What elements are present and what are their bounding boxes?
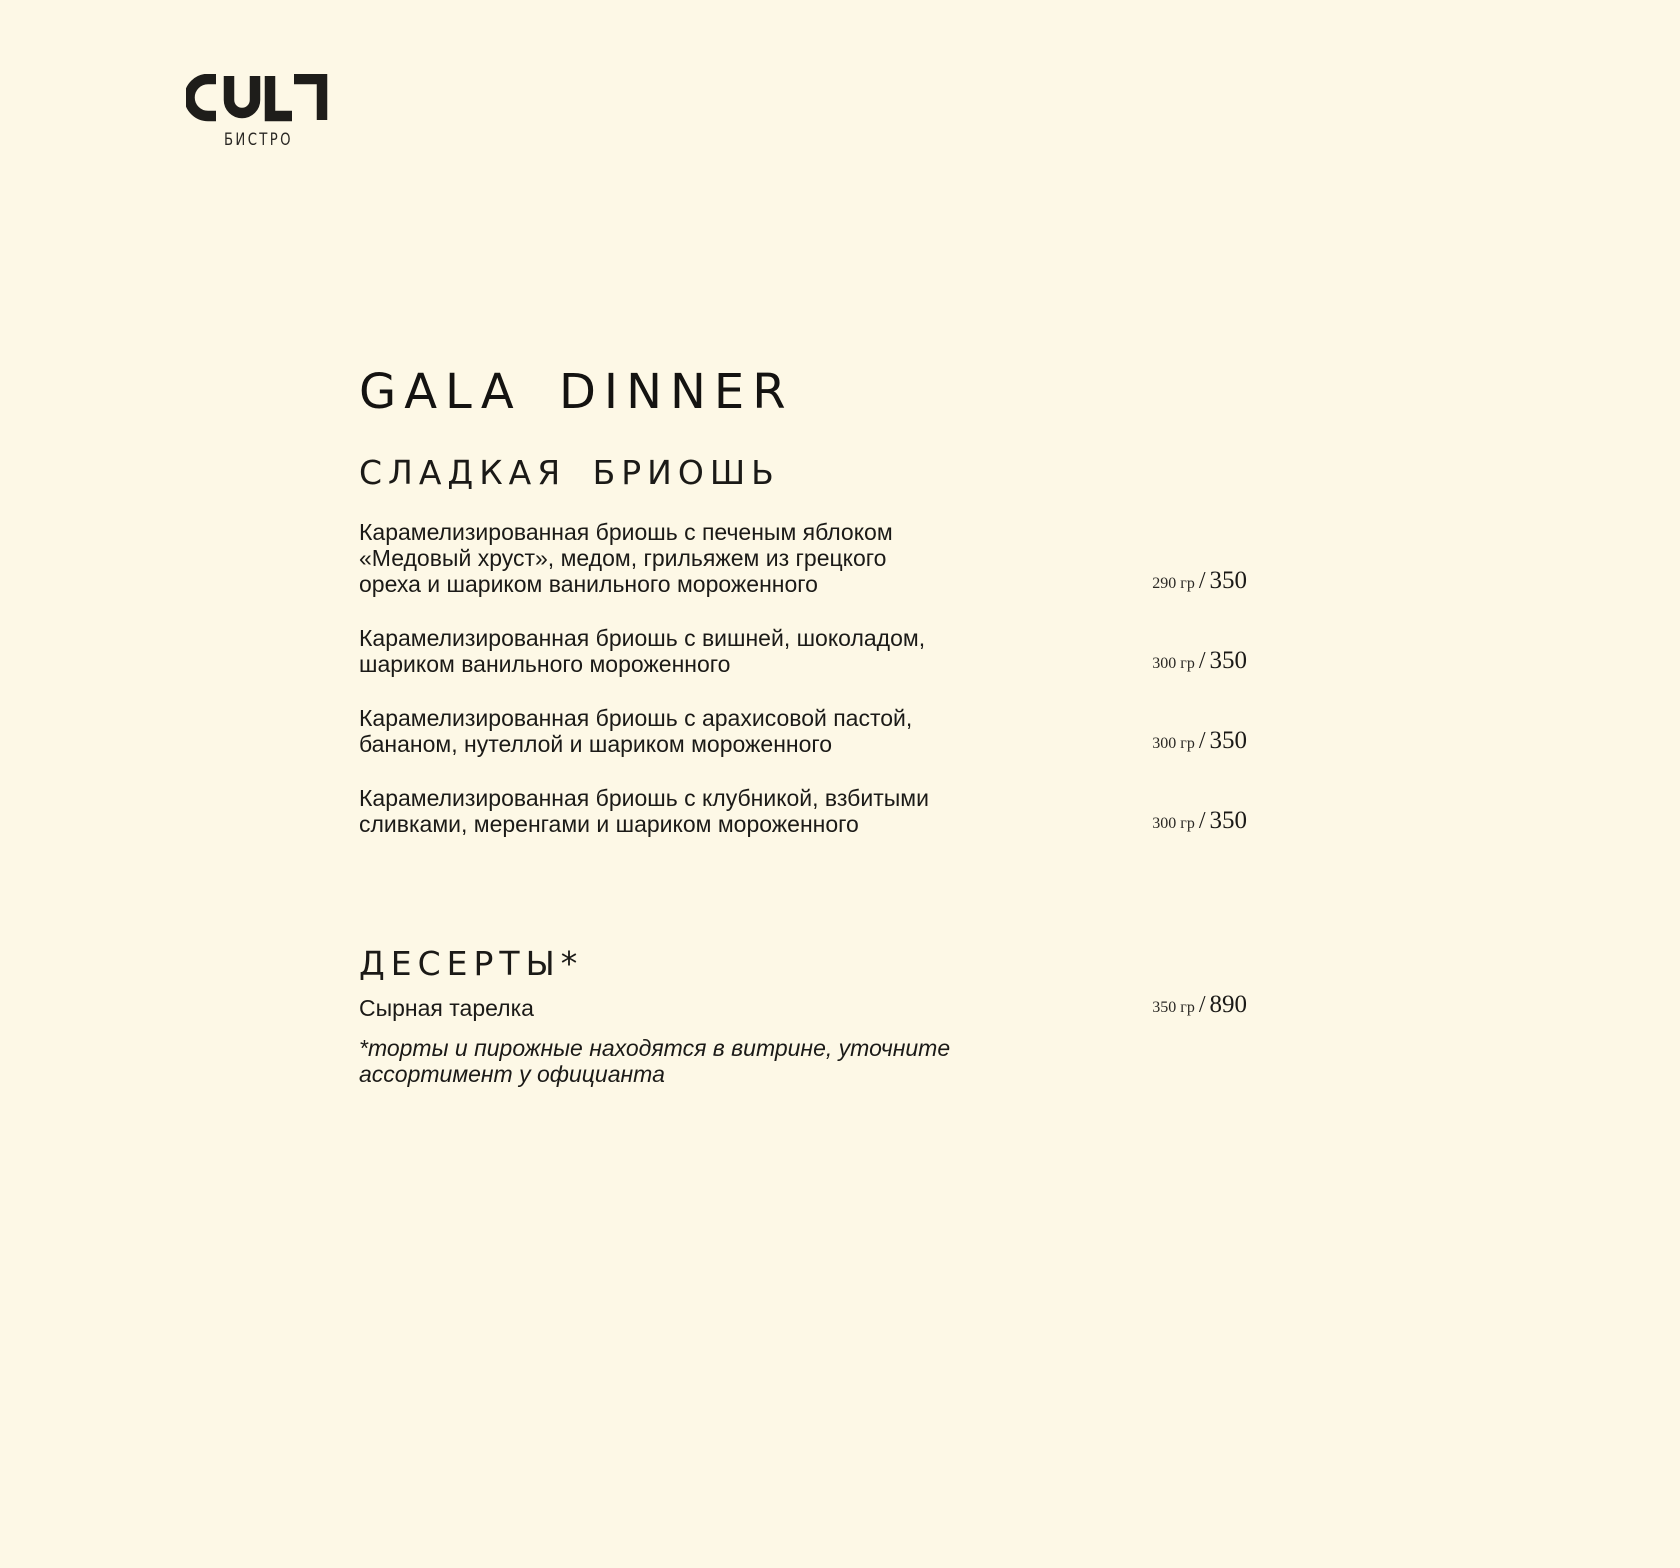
note-line: ассортимент у официанта (359, 1061, 665, 1087)
item-name-line: ореха и шариком ванильного мороженного (359, 571, 818, 597)
dessert-items (359, 992, 1249, 1087)
item-name (359, 625, 999, 677)
item-name (359, 705, 999, 757)
menu-item (359, 992, 1249, 1021)
item-cost: 350 (1209, 727, 1247, 754)
item-name-line: Карамелизированная бриошь с клубникой, взбитыми (359, 785, 929, 811)
item-weight: 290 гр (1152, 575, 1195, 592)
item-cost: 350 (1209, 567, 1247, 594)
section-title-brioche: СЛАДКАЯ БРИОШЬ (359, 453, 780, 492)
item-price (1152, 992, 1247, 1021)
menu-item (359, 785, 1249, 837)
dessert-note (359, 1035, 1249, 1087)
price-separator: / (1198, 728, 1206, 754)
item-name: Сырная тарелка (359, 995, 534, 1021)
item-cost: 890 (1209, 991, 1247, 1018)
logo-subtitle: БИСТРО (224, 130, 293, 150)
item-name-line: шариком ванильного мороженного (359, 651, 731, 677)
item-price (1152, 808, 1247, 837)
cult-logo-mark (186, 74, 338, 126)
menu-title: GALA DINNER (359, 364, 794, 420)
item-name (359, 519, 999, 597)
price-separator: / (1198, 648, 1206, 674)
item-name-line: сливками, меренгами и шариком мороженного (359, 811, 859, 837)
item-weight: 300 гр (1152, 815, 1195, 832)
item-name-line: бананом, нутеллой и шариком мороженного (359, 731, 833, 757)
item-price (1152, 568, 1247, 597)
item-weight: 300 гр (1152, 735, 1195, 752)
menu (359, 364, 1249, 1087)
item-price (1152, 648, 1247, 677)
item-weight: 350 гр (1152, 999, 1195, 1016)
item-name-line: «Медовый хруст», медом, грильяжем из грецкого (359, 545, 887, 571)
menu-item (359, 705, 1249, 757)
brioche-items (359, 519, 1249, 837)
item-name-line: Карамелизированная бриошь с печеным яблоком (359, 519, 893, 545)
price-separator: / (1198, 992, 1206, 1018)
price-separator: / (1198, 568, 1206, 594)
item-name-line: Карамелизированная бриошь с арахисовой пастой, (359, 705, 913, 731)
item-price (1152, 728, 1247, 757)
menu-item (359, 625, 1249, 677)
price-separator: / (1198, 808, 1206, 834)
item-cost: 350 (1209, 647, 1247, 674)
menu-item (359, 519, 1249, 597)
item-name-line: Карамелизированная бриошь с вишней, шоколадом, (359, 625, 926, 651)
logo (186, 74, 338, 150)
note-line: *торты и пирожные находятся в витрине, уточните (359, 1035, 951, 1061)
item-name (359, 785, 999, 837)
item-weight: 300 гр (1152, 655, 1195, 672)
section-title-desserts: ДЕСЕРТЫ* (359, 944, 584, 983)
item-cost: 350 (1209, 807, 1247, 834)
